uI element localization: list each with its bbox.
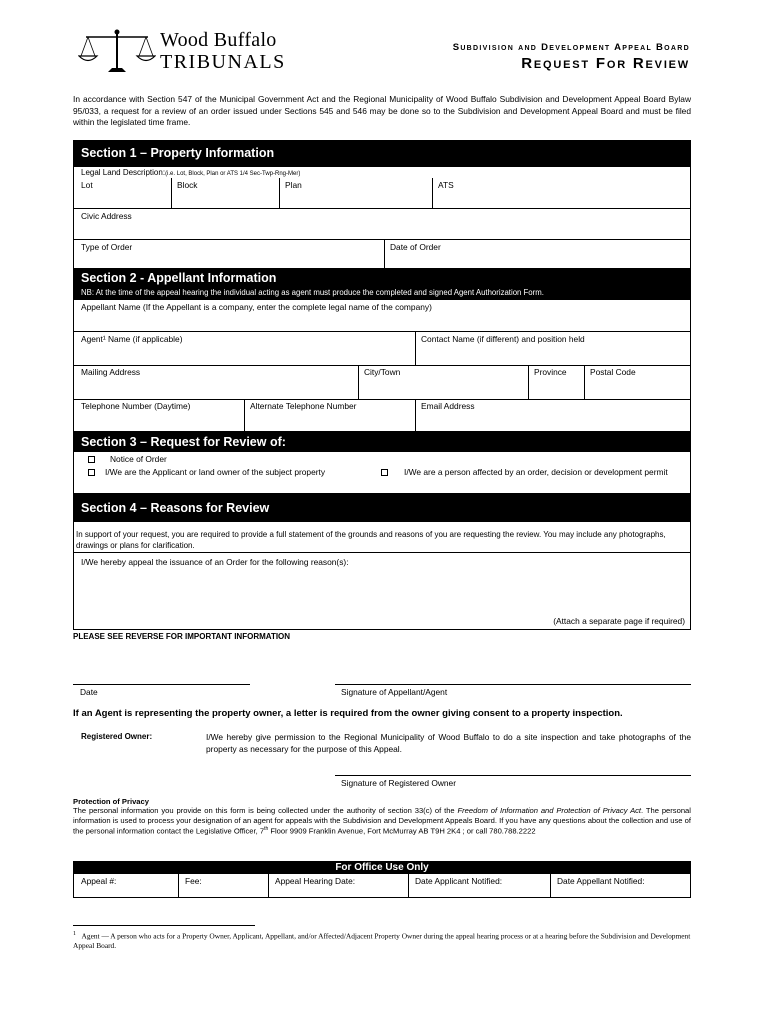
agent-consent-notice: If an Agent is representing the property owner, a letter is required from the owner giving consent to a property inspection. <box>73 708 623 719</box>
footnote-divider <box>73 925 255 926</box>
section2-box <box>73 300 691 432</box>
section2-heading: Section 2 - Appellant Information <box>73 269 691 287</box>
board-name: Subdivision and Development Appeal Board <box>452 42 690 53</box>
section4-heading: Section 4 – Reasons for Review <box>73 494 691 522</box>
footnote-text: Agent — A person who acts for a Property Owner, Applicant, Appellant, and/or Affected/Adjacent Property Owner during the appeal hearing process or at a hearing before the Subdivision and Development Appeal Board. <box>73 931 691 950</box>
section1-box <box>73 167 691 269</box>
legal-land-description <box>81 168 300 177</box>
lot-field[interactable]: Lot <box>81 180 93 190</box>
appeal-hearing-date-field[interactable]: Appeal Hearing Date: <box>275 876 356 886</box>
scales-of-justice-icon <box>78 28 156 76</box>
appellant-signature-label: Signature of Appellant/Agent <box>341 687 448 697</box>
date-applicant-notified-field[interactable]: Date Applicant Notified: <box>415 876 503 886</box>
block-field[interactable]: Block <box>177 180 198 190</box>
footnote-mark: 1 <box>73 931 76 937</box>
appellant-name-field[interactable]: Appellant Name (If the Appellant is a company, enter the complete legal name of the company) <box>81 302 432 312</box>
type-of-order-field[interactable]: Type of Order <box>81 242 133 252</box>
appeal-number-field[interactable]: Appeal #: <box>81 876 117 886</box>
appellant-signature-line[interactable] <box>335 684 691 685</box>
form-title: Request For Review <box>521 55 690 72</box>
section2-note: NB: At the time of the appeal hearing the individual acting as agent must produce the completed and signed Agent Authorization Form. <box>73 287 691 300</box>
plan-field[interactable]: Plan <box>285 180 302 190</box>
contact-name-field[interactable]: Contact Name (if different) and position held <box>421 334 585 344</box>
checkbox-icon[interactable] <box>381 469 388 476</box>
section4-instructions: In support of your request, you are required to provide a full statement of the grounds and reasons of you are requesting the review. You may include any photographs, drawings or plans for clarification. <box>76 530 666 550</box>
attach-note: (Attach a separate page if required) <box>553 616 685 626</box>
mailing-address-field[interactable]: Mailing Address <box>81 367 141 377</box>
date-signature-line[interactable] <box>73 684 250 685</box>
legal-land-label: Legal Land Description: <box>81 168 166 177</box>
email-address-field[interactable]: Email Address <box>421 401 475 411</box>
affected-person-option: I/We are a person affected by an order, decision or development permit <box>404 467 668 477</box>
province-field[interactable]: Province <box>534 367 567 377</box>
telephone-daytime-field[interactable]: Telephone Number (Daytime) <box>81 401 191 411</box>
applicant-owner-option: I/We are the Applicant or land owner of the subject property <box>105 467 326 477</box>
privacy-act-name: Freedom of Information and Protection of Privacy Act <box>457 806 642 815</box>
city-town-field[interactable]: City/Town <box>364 367 401 377</box>
registered-owner-signature-line[interactable] <box>335 775 691 776</box>
logo-line2: TRIBUNALS <box>160 51 286 73</box>
date-of-order-field[interactable]: Date of Order <box>390 242 441 252</box>
logo-line1: Wood Buffalo <box>160 29 277 51</box>
legal-land-hint: (i.e. Lot, Block, Plan or ATS 1/4 Sec-Twp-Rng-Mer) <box>165 171 301 177</box>
civic-address-field[interactable]: Civic Address <box>81 211 132 221</box>
privacy-heading: Protection of Privacy <box>73 797 149 806</box>
intro-paragraph: In accordance with Section 547 of the Municipal Government Act and the Regional Municipality of Wood Buffalo Subdivision and Development Appeal Board Bylaw 95/033, a request for a review of an order issued under Sections 545 and 546 may be done so to the Subdivision and Development Appeal Board and must be filed within the legislated time frame. <box>73 94 691 127</box>
registered-owner-permission: I/We hereby give permission to the Regional Municipality of Wood Buffalo to do a site inspection and take photographs of the property as necessary for the purpose of this Appeal. <box>206 732 691 754</box>
privacy-text-sup: th <box>264 826 269 832</box>
office-use-box <box>73 874 691 898</box>
section3-heading: Section 3 – Request for Review of: <box>73 432 691 452</box>
section3-box <box>73 452 691 494</box>
section1-heading: Section 1 – Property Information <box>73 140 691 167</box>
section4-box <box>73 522 691 630</box>
fee-field[interactable]: Fee: <box>185 876 202 886</box>
registered-owner-label: Registered Owner: <box>81 732 153 741</box>
privacy-text-b: . The personal information is used to process your designation of an agent for appeals with the Subdivision and Development Appeals Board. If you have any questions about the collection and use of the personal information contact the Legislative Officer, 7 <box>73 806 691 836</box>
registered-owner-signature-label: Signature of Registered Owner <box>341 778 456 788</box>
logo <box>78 28 286 76</box>
date-appellant-notified-field[interactable]: Date Appellant Notified: <box>557 876 645 886</box>
date-label: Date <box>80 687 98 697</box>
reasons-label: I/We hereby appeal the issuance of an Order for the following reason(s): <box>81 557 349 567</box>
reasons-textarea[interactable] <box>76 570 688 614</box>
reverse-notice: PLEASE SEE REVERSE FOR IMPORTANT INFORMATION <box>73 632 291 641</box>
telephone-alternate-field[interactable]: Alternate Telephone Number <box>250 401 357 411</box>
footnote <box>73 930 691 950</box>
agent-name-field[interactable]: Agent¹ Name (if applicable) <box>81 334 183 344</box>
notice-of-order-option: Notice of Order <box>110 454 167 464</box>
office-use-heading: For Office Use Only <box>73 861 691 874</box>
privacy-text-c: Floor 9909 Franklin Avenue, Fort McMurray AB T9H 2K4 ; or call 780.788.2222 <box>268 826 536 836</box>
checkbox-icon[interactable] <box>88 456 95 463</box>
postal-code-field[interactable]: Postal Code <box>590 367 636 377</box>
checkbox-icon[interactable] <box>88 469 95 476</box>
privacy-text-a: The personal information you provide on this form is being collected under the authority of section 33(c) of the <box>73 806 458 815</box>
privacy-text <box>73 806 691 836</box>
ats-field[interactable]: ATS <box>438 180 454 190</box>
